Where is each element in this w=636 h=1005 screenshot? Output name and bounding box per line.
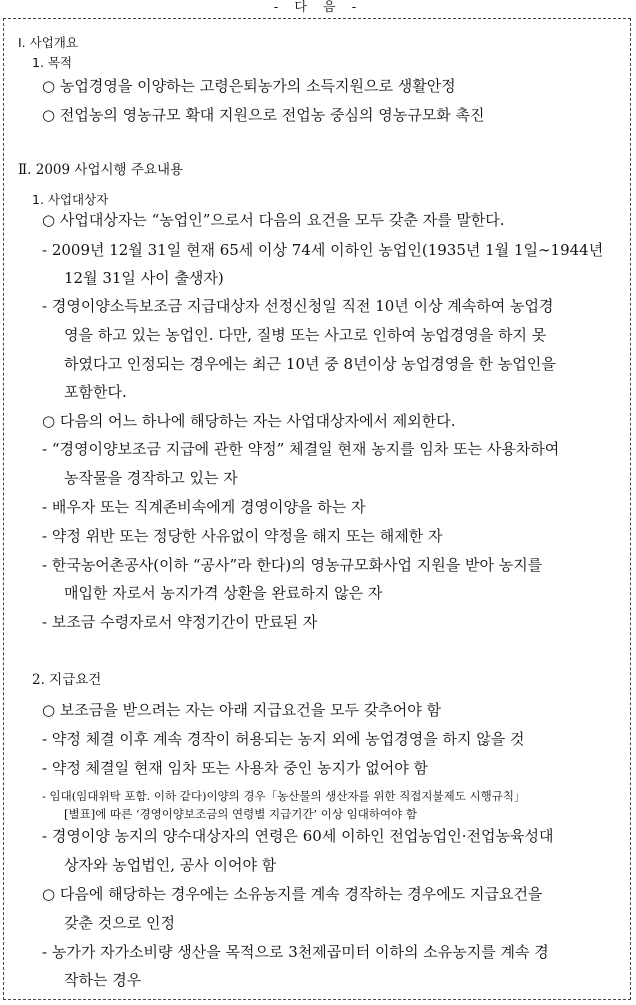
requirement-3-cont: [별표]에 따른 ‘경영이양보조금의 연령별 지급기간’ 이상 임대하여야 함 (64, 807, 417, 821)
requirement-3: - 임대(임대위탁 포함. 이하 같다)이양의 경우「농산물의 생산자를 위한 직접지불제도 시행규칙」 (42, 789, 526, 803)
exclusion-4: - 한국농어촌공사(이하 “공사”라 한다)의 영농규모화사업 지원을 받아 농지를 (42, 556, 543, 574)
requirement-exception-1: - 농가가 자가소비량 생산을 목적으로 3천제곱미터 이하의 소유농지를 계속 경 (42, 943, 549, 961)
subsection-purpose: 1. 목적 (32, 55, 73, 70)
subsection-eligible: 1. 사업대상자 (32, 192, 109, 207)
exclusion-intro: ○ 다음의 어느 하나에 해당하는 자는 사업대상자에서 제외한다. (42, 412, 456, 430)
section-2-heading: Ⅱ. 2009 사업시행 주요내용 (18, 162, 184, 178)
requirement-exception-cont: 갖춘 것으로 인정 (64, 914, 175, 932)
exclusion-5: - 보조금 수령자로서 약정기간이 만료된 자 (42, 613, 318, 631)
exclusion-2: - 배우자 또는 직계존비속에게 경영이양을 하는 자 (42, 498, 366, 516)
exclusion-3: - 약정 위반 또는 정당한 사유없이 약정을 해지 또는 해제한 자 (42, 527, 443, 545)
eligible-age: - 2009년 12월 31일 현재 65세 이상 74세 이하인 농업인(1935년 1월 1일∼1944년 (42, 241, 604, 259)
section-1-heading: Ⅰ. 사업개요 (18, 35, 78, 50)
eligible-farming-cont-2: 하였다고 인정되는 경우에는 최근 10년 중 8년이상 농업경영을 한 농업인을 (64, 355, 556, 373)
requirement-1: - 약정 체결 이후 계속 경작이 허용되는 농지 외에 농업경영을 하지 않을 것 (42, 730, 525, 748)
requirement-4-cont: 상자와 농업법인, 공사 이어야 함 (64, 856, 277, 874)
eligible-farming: - 경영이양소득보조금 지급대상자 선정신청일 직전 10년 이상 계속하여 농업경 (42, 297, 554, 315)
requirement-intro: ○ 보조금을 받으려는 자는 아래 지급요건을 모두 갖추어야 함 (42, 701, 441, 719)
exclusion-1-cont: 농작물을 경작하고 있는 자 (64, 469, 238, 487)
purpose-item-2: ○ 전업농의 영농규모 확대 지원으로 전업농 중심의 영농규모화 촉진 (42, 106, 485, 124)
requirement-exception: ○ 다음에 해당하는 경우에는 소유농지를 계속 경작하는 경우에도 지급요건을 (42, 885, 543, 903)
eligible-age-cont: 12월 31일 사이 출생자) (64, 269, 224, 287)
requirement-2: - 약정 체결일 현재 임차 또는 사용차 중인 농지가 없어야 함 (42, 759, 429, 777)
subsection-requirements: 2. 지급요건 (32, 672, 102, 688)
purpose-item-1: ○ 농업경영을 이양하는 고령은퇴농가의 소득지원으로 생활안정 (42, 77, 456, 95)
exclusion-4-cont: 매입한 자로서 농지가격 상환을 완료하지 않은 자 (64, 584, 383, 602)
eligible-intro: ○ 사업대상자는 “농업인”으로서 다음의 요건을 모두 갖춘 자를 말한다. (42, 211, 505, 229)
eligible-farming-cont-1: 영을 하고 있는 농업인. 다만, 질병 또는 사고로 인하여 농업경영을 하지 못 (64, 326, 547, 344)
exclusion-1: - “경영이양보조금 지급에 관한 약정” 체결일 현재 농지를 임차 또는 사용차하여 (42, 440, 560, 458)
requirement-4: - 경영이양 농지의 양수대상자의 연령은 60세 이하인 전업농업인·전업농육성대 (42, 827, 554, 845)
eligible-farming-cont-3: 포함한다. (64, 383, 127, 401)
notice-header: - 다 음 - (273, 0, 363, 15)
requirement-exception-1-cont: 작하는 경우 (64, 971, 142, 989)
